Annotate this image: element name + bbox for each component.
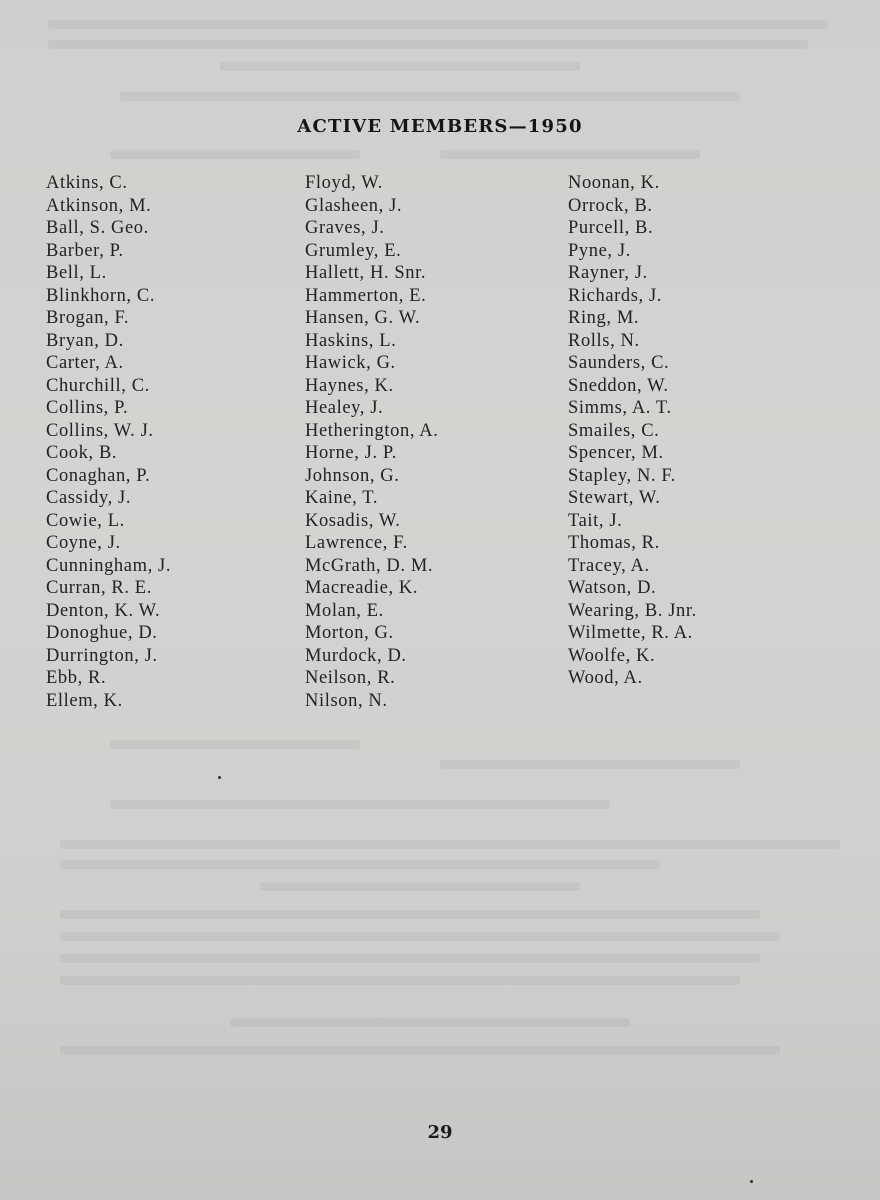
member-name: Hallett, H. Snr.	[305, 263, 427, 283]
member-name: Grumley, E.	[305, 240, 402, 261]
member-name: McGrath, D. M.	[305, 555, 434, 576]
member-name: Saunders, C.	[568, 353, 670, 373]
member-name: Nilson, N.	[305, 690, 388, 711]
member-name: Wood, A.	[568, 668, 643, 688]
member-name: Kaine, T.	[305, 488, 379, 508]
member-name: Stewart, W.	[568, 488, 661, 508]
member-name: Hetherington, A.	[305, 420, 439, 441]
members-column-2	[305, 172, 438, 712]
member-name: Tait, J.	[568, 510, 623, 531]
member-name: Rayner, J.	[568, 263, 648, 283]
member-name: Orrock, B.	[568, 195, 653, 216]
member-name: Ball, S. Geo.	[46, 218, 149, 238]
paper-speck	[218, 776, 221, 779]
member-name: Wearing, B. Jnr.	[568, 600, 697, 621]
member-name: Rolls, N.	[568, 330, 640, 351]
member-name: Ring, M.	[568, 308, 640, 328]
member-name: Cunningham, J.	[46, 555, 172, 576]
member-name: Glasheen, J.	[305, 195, 403, 216]
member-name: Atkins, C.	[46, 173, 128, 193]
member-name: Kosadis, W.	[305, 510, 401, 531]
members-column-3	[568, 172, 697, 690]
member-name: Morton, G.	[305, 623, 394, 643]
members-column-1	[46, 172, 171, 712]
member-name: Wilmette, R. A.	[568, 623, 693, 643]
member-name: Smailes, C.	[568, 420, 660, 441]
member-name: Woolfe, K.	[568, 645, 656, 666]
member-name: Healey, J.	[305, 398, 384, 418]
member-name: Churchill, C.	[46, 375, 150, 396]
member-name: Graves, J.	[305, 218, 385, 238]
member-name: Stapley, N. F.	[568, 465, 676, 486]
member-name: Floyd, W.	[305, 173, 383, 193]
member-name: Collins, P.	[46, 398, 129, 418]
page-number: 29	[427, 1122, 453, 1143]
member-name: Durrington, J.	[46, 645, 158, 666]
member-name: Pyne, J.	[568, 240, 631, 261]
member-name: Johnson, G.	[305, 465, 400, 486]
member-name: Murdock, D.	[305, 645, 407, 666]
member-name: Macreadie, K.	[305, 578, 419, 598]
member-name: Haskins, L.	[305, 330, 397, 351]
member-name: Donoghue, D.	[46, 623, 158, 643]
page-title: ACTIVE MEMBERS—1950	[297, 116, 583, 137]
member-name: Hansen, G. W.	[305, 308, 421, 328]
member-name: Brogan, F.	[46, 308, 130, 328]
member-name: Noonan, K.	[568, 173, 660, 193]
member-name: Atkinson, M.	[46, 195, 152, 216]
member-name: Coyne, J.	[46, 533, 121, 553]
member-name: Blinkhorn, C.	[46, 285, 156, 306]
member-name: Haynes, K.	[305, 375, 394, 396]
member-name: Purcell, B.	[568, 218, 654, 238]
member-name: Thomas, R.	[568, 533, 660, 553]
member-name: Cowie, L.	[46, 510, 125, 531]
member-name: Horne, J. P.	[305, 443, 397, 463]
member-name: Sneddon, W.	[568, 375, 669, 396]
member-name: Collins, W. J.	[46, 420, 154, 441]
member-name: Watson, D.	[568, 578, 657, 598]
member-name: Lawrence, F.	[305, 533, 408, 553]
member-name: Neilson, R.	[305, 668, 396, 688]
member-name: Spencer, M.	[568, 443, 664, 463]
member-name: Hawick, G.	[305, 353, 396, 373]
member-name: Bryan, D.	[46, 330, 124, 351]
member-name: Barber, P.	[46, 240, 124, 261]
member-name: Ellem, K.	[46, 690, 123, 711]
member-name: Tracey, A.	[568, 555, 650, 576]
member-name: Denton, K. W.	[46, 600, 161, 621]
member-name: Ebb, R.	[46, 668, 107, 688]
member-name: Bell, L.	[46, 263, 107, 283]
member-name: Cook, B.	[46, 443, 118, 463]
member-name: Conaghan, P.	[46, 465, 151, 486]
member-name: Molan, E.	[305, 600, 384, 621]
paper-speck	[750, 1180, 753, 1183]
member-name: Cassidy, J.	[46, 488, 132, 508]
member-name: Simms, A. T.	[568, 398, 672, 418]
member-name: Curran, R. E.	[46, 578, 152, 598]
member-name: Carter, A.	[46, 353, 124, 373]
member-name: Hammerton, E.	[305, 285, 427, 306]
member-name: Richards, J.	[568, 285, 663, 306]
